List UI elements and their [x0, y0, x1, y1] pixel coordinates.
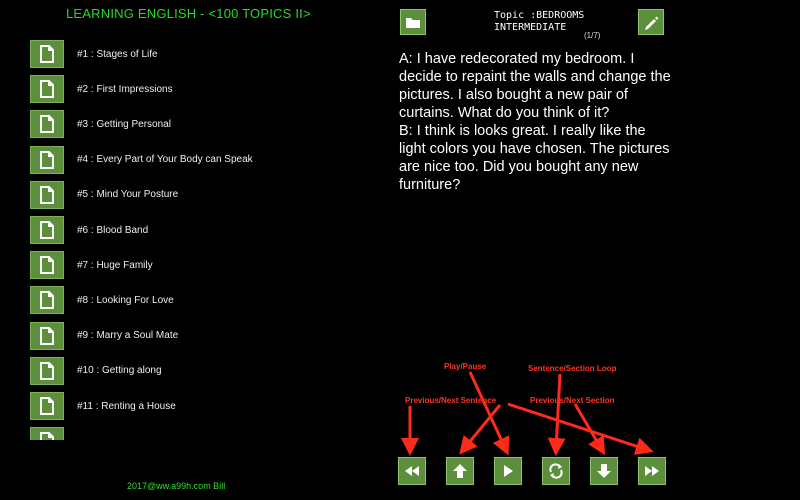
annotation-sentence-loop: Sentence/Section Loop — [528, 364, 617, 373]
rewind-icon — [403, 465, 421, 477]
play-pause-button[interactable] — [494, 457, 522, 485]
topic-label: #4 : Every Part of Your Body can Speak — [77, 154, 253, 166]
annotation-play-pause: Play/Pause — [444, 362, 487, 371]
topic-label: #10 : Getting along — [77, 365, 162, 377]
loop-button[interactable] — [542, 457, 570, 485]
app-title: LEARNING ENGLISH - <100 TOPICS II> — [66, 6, 311, 21]
topic-label: #9 : Marry a Soul Mate — [77, 330, 179, 342]
footer-credit: 2017@ww.a99h.com Bill — [127, 481, 226, 491]
topic-title: Topic :BEDROOMS — [494, 10, 585, 21]
arrow-to-play — [470, 372, 506, 450]
topic-label: #2 : First Impressions — [77, 83, 173, 95]
topic-label: #7 : Huge Family — [77, 259, 153, 271]
annotation-prev-next-section: Previous/Next Section — [530, 396, 615, 405]
topic-label: #5 : Mind Your Posture — [77, 189, 179, 201]
annotation-prev-next-sentence: Previous/Next Sentence — [405, 396, 497, 405]
topic-label: #8 : Looking For Love — [77, 294, 174, 306]
arrow-up-icon — [452, 463, 468, 479]
next-button[interactable] — [590, 457, 618, 485]
topic-label: #3 : Getting Personal — [77, 118, 171, 130]
play-icon — [502, 464, 514, 478]
topic-label: #6 : Blood Band — [77, 224, 149, 236]
rewind-button[interactable] — [398, 457, 426, 485]
topic-label: #11 : Renting a House — [77, 400, 176, 412]
dialog-line-b: B: I think is looks great. I really like the light colors you have chosen. The pictures are nice too. Did you bought any new furniture? — [399, 123, 670, 193]
fast-forward-icon — [643, 465, 661, 477]
dialog-line-a: A: I have redecorated my bedroom. I decide to repaint the walls and change the pictures. I also bought a new pair of curtains. What do you think of it? — [399, 51, 671, 121]
arrow-down-icon — [596, 463, 612, 479]
topic-label: #1 : Stages of Life — [77, 48, 158, 60]
arrow-to-loop — [556, 374, 560, 450]
previous-button[interactable] — [446, 457, 474, 485]
loop-icon — [548, 463, 564, 479]
fast-forward-button[interactable] — [638, 457, 666, 485]
topic-level: INTERMEDIATE — [494, 22, 567, 33]
page-indicator: (1/7) — [584, 31, 601, 40]
